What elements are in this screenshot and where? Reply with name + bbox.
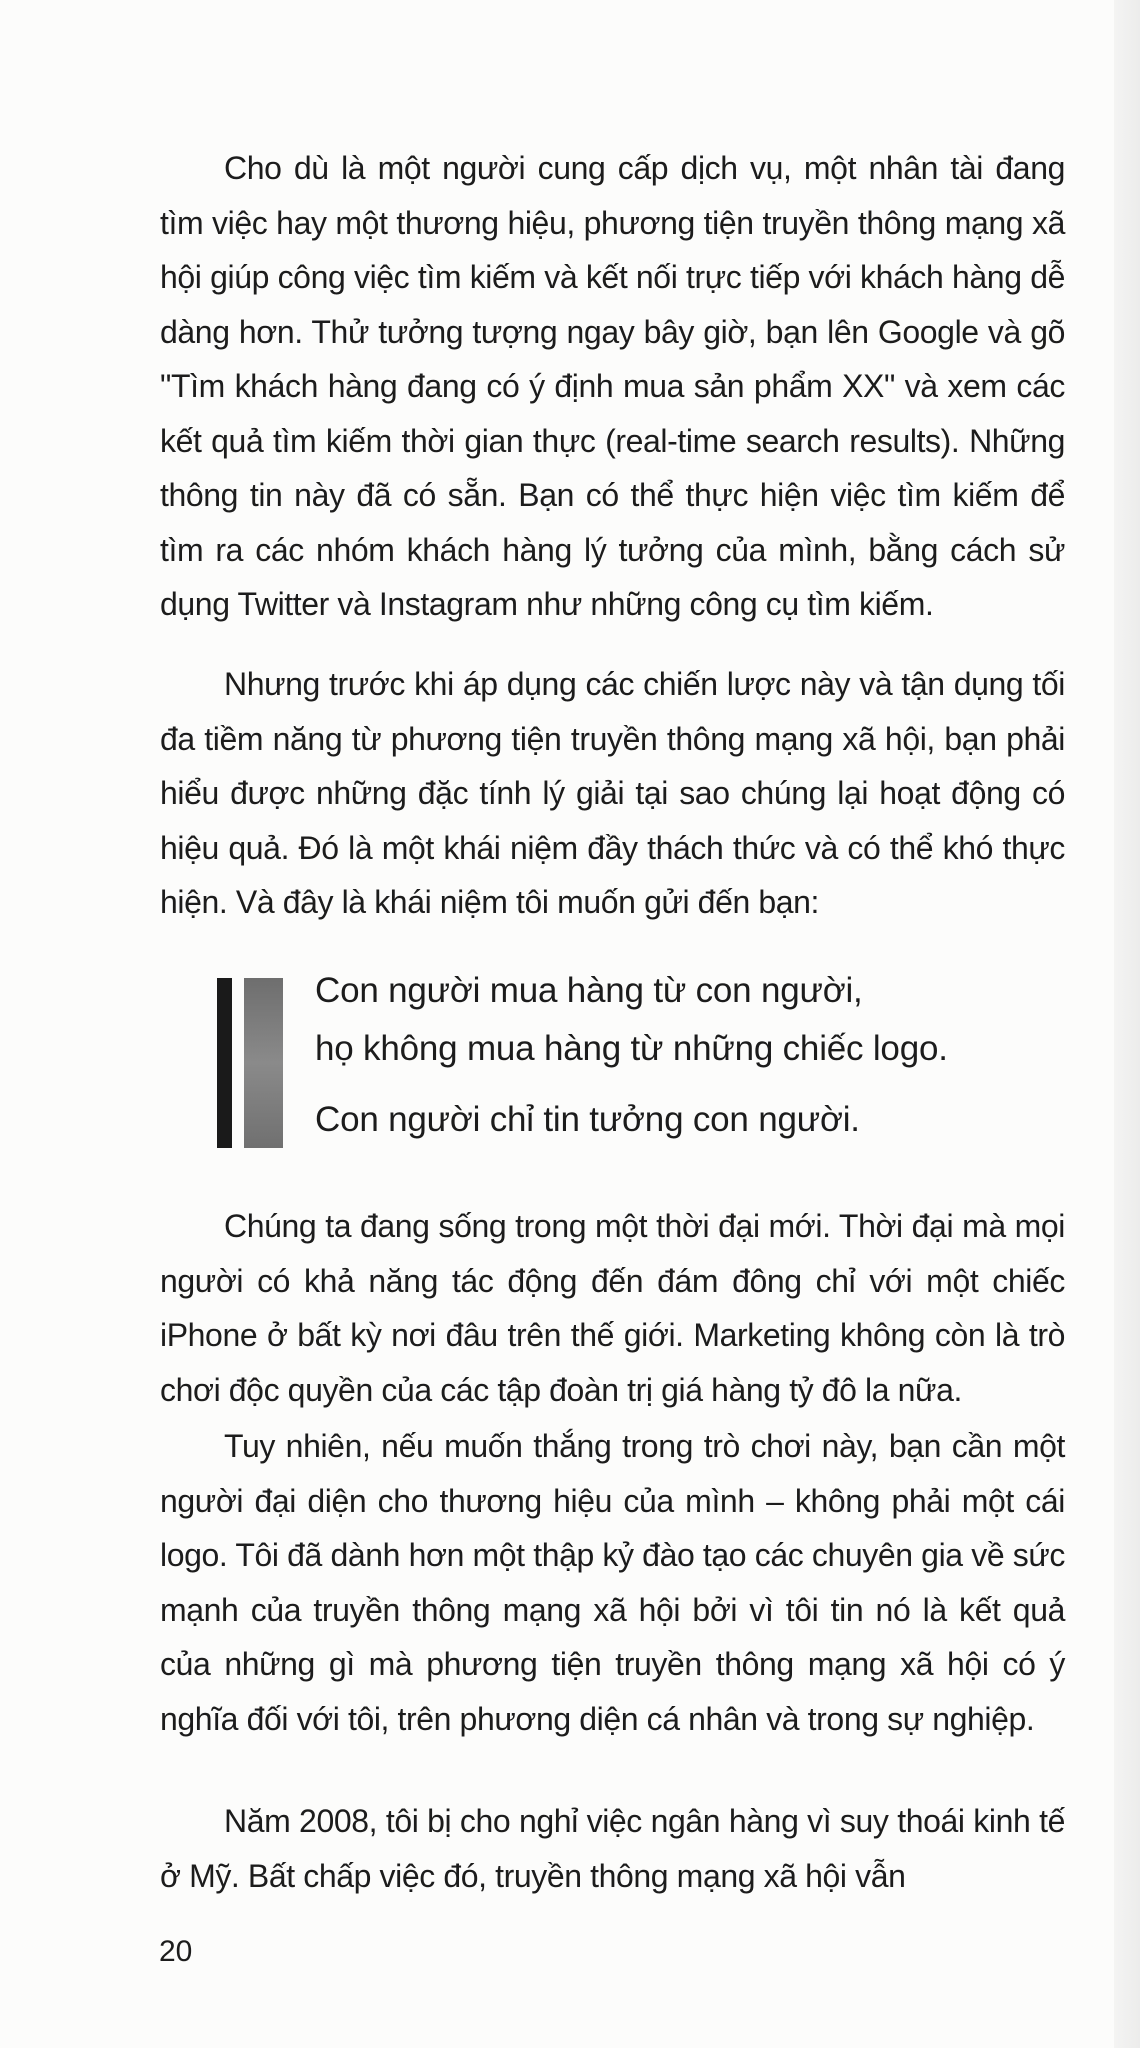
quote-line-1: Con người mua hàng từ con người, (315, 971, 863, 1010)
paragraph-1: Cho dù là một người cung cấp dịch vụ, một nhân tài đang tìm việc hay một thương hiệu, phương tiện truyền thông mạng xã hội giúp công việc tìm kiếm và kết nối trực tiếp với khách hàng dễ dàng hơn. Thử tưởng tượng ngay bây giờ, bạn lên Google và gõ "Tìm khách hàng đang có ý định mua sản phẩm XX" và xem các kết quả tìm kiếm thời gian thực (real-time search results). Những thông tin này đã có sẵn. Bạn có thể thực hiện việc tìm kiếm để tìm ra các nhóm khách hàng lý tưởng của mình, bằng cách sử dụng Twitter và Instagram như những công cụ tìm kiếm. (160, 150, 1065, 622)
quote-bar-decoration (217, 978, 289, 1148)
quote-line-2: họ không mua hàng từ những chiếc logo. (315, 1029, 948, 1068)
paragraph-5: Năm 2008, tôi bị cho nghỉ việc ngân hàng vì suy thoái kinh tế ở Mỹ. Bất chấp việc đó, truyền thông mạng xã hội vẫn (160, 1803, 1065, 1894)
page-number: 20 (159, 1935, 193, 1968)
quote-bar-grey (244, 978, 283, 1148)
paragraph-2: Nhưng trước khi áp dụng các chiến lược này và tận dụng tối đa tiềm năng từ phương tiện truyền thông mạng xã hội, bạn phải hiểu được những đặc tính lý giải tại sao chúng lại hoạt động có hiệu quả. Đó là một khái niệm đầy thách thức và có thể khó thực hiện. Và đây là khái niệm tôi muốn gửi đến bạn: (160, 666, 1065, 920)
quote-line-3: Con người chỉ tin tưởng con người. (315, 1100, 860, 1139)
paragraph-3: Chúng ta đang sống trong một thời đại mới. Thời đại mà mọi người có khả năng tác động đến đám đông chỉ với một chiếc iPhone ở bất kỳ nơi đâu trên thế giới. Marketing không còn là trò chơi độc quyền của các tập đoàn trị giá hàng tỷ đô la nữa. (160, 1208, 1065, 1408)
quote-bar-dark (217, 978, 232, 1148)
paragraph-4: Tuy nhiên, nếu muốn thắng trong trò chơi này, bạn cần một người đại diện cho thương hiệu của mình – không phải một cái logo. Tôi đã dành hơn một thập kỷ đào tạo các chuyên gia về sức mạnh của truyền thông mạng xã hội bởi vì tôi tin nó là kết quả của những gì mà phương tiện truyền thông mạng xã hội có ý nghĩa đối với tôi, trên phương diện cá nhân và trong sự nghiệp. (160, 1428, 1065, 1737)
page-edge-shadow (1114, 0, 1140, 2048)
pull-quote (315, 962, 1075, 1149)
